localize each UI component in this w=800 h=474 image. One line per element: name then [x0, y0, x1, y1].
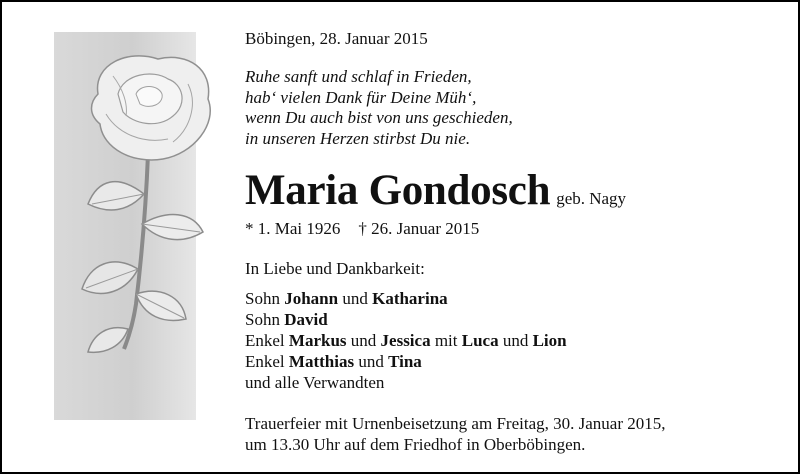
service-line: um 13.30 Uhr auf dem Friedhof in Oberböbingen.: [245, 434, 586, 454]
rose-panel: [54, 32, 196, 420]
poem-line: wenn Du auch bist von uns geschieden,: [245, 108, 513, 127]
mourners-intro: In Liebe und Dankbarkeit:: [245, 259, 425, 278]
service-line: Trauerfeier mit Urnenbeisetzung am Freitag, 30. Januar 2015,: [245, 414, 666, 433]
deceased-name-line: [245, 166, 626, 215]
family-line: Enkel Matthias und Tina: [245, 352, 422, 371]
birth-date: * 1. Mai 1926: [245, 219, 341, 238]
poem-line: hab‘ vielen Dank für Deine Müh‘,: [245, 87, 477, 107]
family-line: und alle Verwandten: [245, 373, 385, 392]
family-line: Sohn Johann und Katharina: [245, 289, 448, 308]
maiden-name: geb. Nagy: [556, 189, 627, 208]
poem-line: Ruhe sanft und schlaf in Frieden,: [245, 67, 472, 86]
funeral-service-info: [245, 414, 665, 455]
death-date: † 26. Januar 2015: [358, 219, 480, 238]
family-list: [245, 288, 567, 393]
poem-line: in unseren Herzen stirbst Du nie.: [245, 128, 471, 148]
poem: [245, 67, 513, 149]
place-date: Böbingen, 28. Januar 2015: [245, 29, 428, 48]
deceased-name: Maria Gondosch: [245, 167, 551, 214]
life-dates: [245, 219, 479, 239]
family-line: Enkel Markus und Jessica mit Luca und Lion: [245, 331, 567, 350]
family-line: Sohn David: [245, 310, 328, 329]
